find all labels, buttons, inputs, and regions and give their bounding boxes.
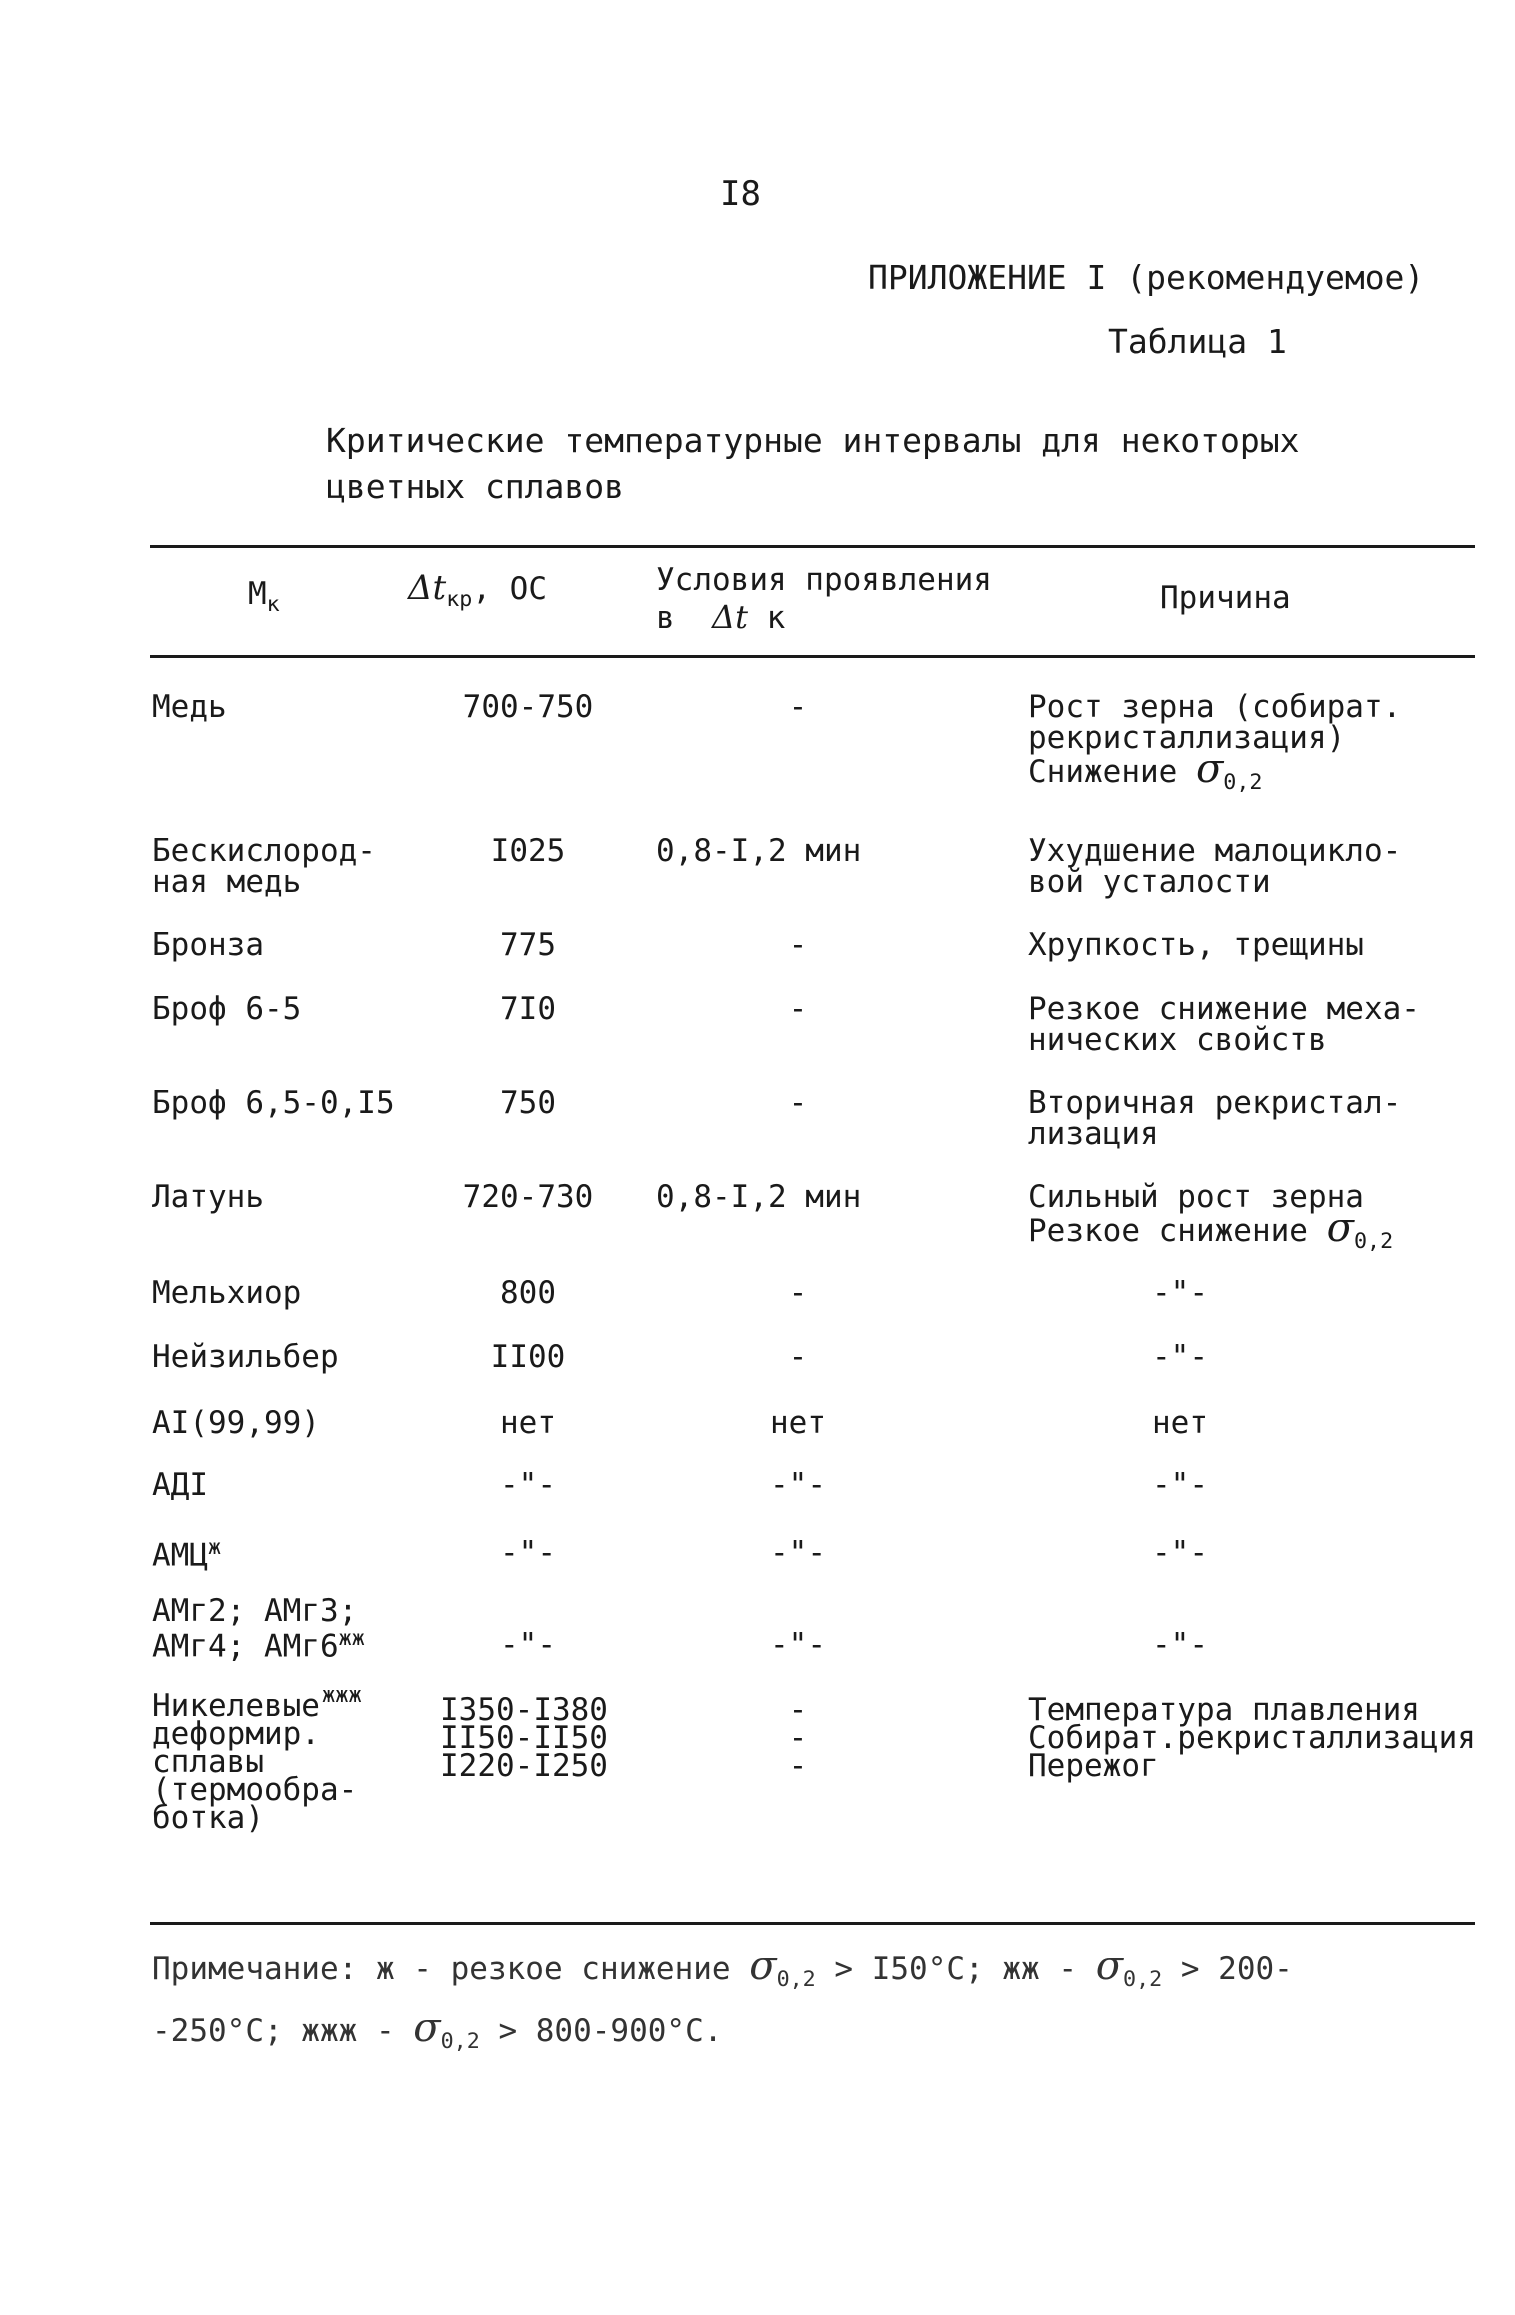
row-8-cond: нет xyxy=(770,1405,826,1441)
row-0-reason xyxy=(1028,689,1402,798)
row-6-cond: - xyxy=(788,1275,808,1311)
header-dt xyxy=(408,568,547,612)
header-alloy-sub: к xyxy=(266,592,280,618)
row-7-reason: -"- xyxy=(1152,1339,1208,1375)
row-2-alloy: Бронза xyxy=(152,927,264,963)
row-10-dt: -"- xyxy=(500,1535,556,1571)
row-5-reason-text: Сильный рост зерна Резкое снижение xyxy=(1028,1179,1364,1249)
note-sub-3: 0,2 xyxy=(440,2029,480,2055)
table-header-rule xyxy=(150,655,1475,658)
page-number: I8 xyxy=(720,174,761,214)
row-1-alloy: Бескислород- ная медь xyxy=(152,833,376,900)
header-dt-sub: кр xyxy=(446,587,473,613)
row-0-sigma: σ xyxy=(1195,746,1224,792)
row-3-reason: Резкое снижение меха- нических свойств xyxy=(1028,991,1420,1058)
header-alloy xyxy=(248,576,280,617)
header-dt-symbol: Δt xyxy=(408,568,447,608)
row-11-alloy xyxy=(152,1593,365,1665)
header-reason: Причина xyxy=(1160,580,1291,616)
row-12-alloy-text: Никелевые деформир. сплавы (термообра- ботка) xyxy=(152,1688,358,1836)
row-2-cond: - xyxy=(788,927,808,963)
table-title: Критические температурные интервалы для некоторых цветных сплавов xyxy=(326,421,1300,506)
row-0-dt: 700-750 xyxy=(462,689,594,725)
row-4-alloy: Броф 6,5-0,I5 xyxy=(152,1085,395,1121)
row-10-reason: -"- xyxy=(1152,1535,1208,1571)
row-1-reason: Ухудшение малоцикло- вой усталости xyxy=(1028,833,1402,900)
row-3-dt: 7I0 xyxy=(500,991,556,1027)
row-1-cond: 0,8-I,2 мин xyxy=(656,833,862,869)
note-sub-2: 0,2 xyxy=(1123,1967,1163,1993)
row-4-dt: 750 xyxy=(500,1085,556,1121)
note-sigma-3: σ xyxy=(413,2005,441,2052)
row-12-dt: I350-I380 II50-II50 I220-I250 xyxy=(440,1692,608,1784)
row-7-alloy: Нейзильбер xyxy=(152,1339,339,1375)
row-10-alloy-mark: ж xyxy=(208,1535,222,1560)
note-text-2: > I50°С; жж - xyxy=(815,1951,1096,1987)
header-cond-sub: к xyxy=(766,600,786,636)
note-sub-1: 0,2 xyxy=(776,1967,816,1993)
row-12-alloy xyxy=(152,1688,358,1836)
table-label: Таблица 1 xyxy=(1108,322,1287,361)
note-label: Примечание: xyxy=(152,1951,358,1987)
row-9-dt: -"- xyxy=(500,1467,556,1503)
row-12-alloy-mark: жжж xyxy=(322,1683,362,1708)
header-cond-prefix: в xyxy=(656,600,675,636)
row-1-dt: I025 xyxy=(490,833,566,869)
row-5-cond: 0,8-I,2 мин xyxy=(656,1179,862,1215)
row-4-reason: Вторичная рекристал- лизация xyxy=(1028,1085,1402,1152)
row-5-dt: 720-730 xyxy=(462,1179,594,1215)
note-text-4: > 800-900°С. xyxy=(479,2013,723,2050)
row-11-reason: -"- xyxy=(1152,1627,1208,1663)
header-dt-unit: , ОС xyxy=(472,571,547,607)
row-11-dt: -"- xyxy=(500,1627,556,1663)
row-11-alloy-mark: жж xyxy=(338,1626,365,1651)
row-7-cond: - xyxy=(788,1339,808,1375)
row-4-cond: - xyxy=(788,1085,808,1121)
row-9-reason: -"- xyxy=(1152,1467,1208,1503)
header-cond-line1: Условия проявления xyxy=(656,562,992,598)
note-text-1: ж - резкое снижение xyxy=(357,1951,750,1987)
row-2-dt: 775 xyxy=(500,927,556,963)
row-8-dt: нет xyxy=(500,1405,556,1441)
row-6-dt: 800 xyxy=(500,1275,556,1311)
row-3-cond: - xyxy=(788,991,808,1027)
row-11-alloy-text: АМг2; АМг3; АМг4; АМг6 xyxy=(152,1593,358,1665)
row-8-alloy: AI(99,99) xyxy=(152,1405,320,1441)
row-9-cond: -"- xyxy=(770,1467,826,1503)
row-10-cond: -"- xyxy=(770,1535,826,1571)
table-top-rule xyxy=(150,545,1475,548)
row-0-cond: - xyxy=(788,689,808,725)
row-9-alloy: АДI xyxy=(152,1467,208,1503)
row-11-cond: -"- xyxy=(770,1627,826,1663)
note-sigma-2: σ xyxy=(1095,1943,1124,1989)
row-0-alloy: Медь xyxy=(152,689,227,725)
row-5-sigma-sub: 0,2 xyxy=(1353,1229,1394,1255)
row-10-alloy xyxy=(152,1532,222,1574)
header-alloy-main: М xyxy=(248,576,267,612)
row-8-reason: нет xyxy=(1152,1405,1208,1441)
row-12-cond: - - - xyxy=(788,1692,808,1784)
row-10-alloy-text: АМЦ xyxy=(152,1537,208,1574)
row-7-dt: II00 xyxy=(490,1339,566,1375)
row-5-alloy: Латунь xyxy=(152,1179,264,1215)
row-5-reason xyxy=(1028,1179,1394,1257)
row-6-reason: -"- xyxy=(1152,1275,1208,1311)
header-cond-symbol: Δt xyxy=(712,598,748,636)
table-bottom-rule xyxy=(150,1922,1475,1925)
note-text-3: > 200- -250°С; жжж - xyxy=(152,1951,1293,2050)
row-6-alloy: Мельхиор xyxy=(152,1275,302,1311)
row-2-reason: Хрупкость, трещины xyxy=(1028,927,1364,963)
appendix-heading: ПРИЛОЖЕНИЕ I (рекомендуемое) xyxy=(868,258,1425,297)
row-12-reason: Температура плавления Собират.рекристаллизация Пережог xyxy=(1028,1692,1476,1784)
row-0-reason-text: Рост зерна (собират. рекристаллизация) Снижение xyxy=(1028,689,1402,790)
row-5-sigma: σ xyxy=(1326,1205,1354,1251)
row-3-alloy: Броф 6-5 xyxy=(152,991,302,1027)
row-0-sigma-sub: 0,2 xyxy=(1223,770,1263,796)
table-note xyxy=(152,1942,1492,2066)
header-cond-line2 xyxy=(656,598,992,636)
header-conditions xyxy=(656,562,992,636)
note-sigma-1: σ xyxy=(749,1943,777,1989)
